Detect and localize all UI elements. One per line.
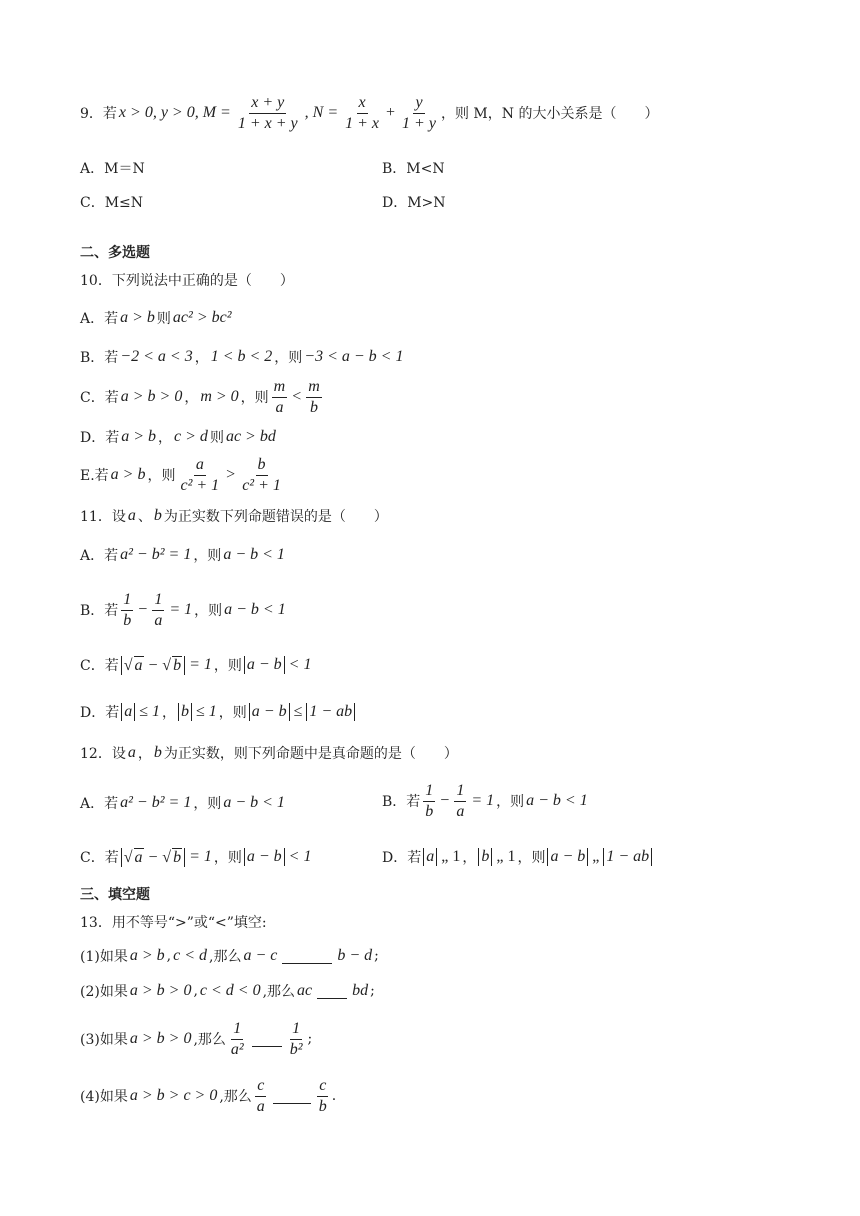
q12-stem: 12．设 a ， b 为正实数，则下列命题中是真命题的是（ ） (80, 744, 458, 762)
q12-option-c: C．若 √ a − √ b = 1 ，则 a − b < 1 (80, 848, 312, 866)
q12-option-d: D．若 a „ 1 ， b „ 1 ，则 a − b „ 1 − ab (382, 847, 654, 867)
q9-sep: , N = (304, 104, 339, 122)
q11-option-c: C．若 √ a − √ b = 1 ，则 a − b < 1 (80, 656, 312, 674)
q9-plus: + (386, 104, 396, 122)
q9-option-b: B．M<N (382, 161, 445, 177)
q9-tail: ，则 M，N 的大小关系是（ ） (440, 106, 659, 123)
q9-n2-fraction: $\frac{y}{1 + y}$ (402, 94, 436, 132)
q9-m-fraction: $\frac{x + y}{1 + x + y}$ (237, 94, 298, 132)
section-heading-fill-in: 三、填空题 (80, 887, 150, 903)
q9-option-c: C．M≤N (80, 195, 144, 211)
q10-stem: 10．下列说法中正确的是（ ） (80, 273, 294, 289)
q9-number: 9．若 (80, 106, 117, 123)
q12-option-b: B．若 $\frac{1}{b}$ − $\frac{1}{a}$ = 1 ，则 a − b < 1 (382, 782, 588, 820)
q10-option-a: A．若 a > b 则 ac² > bc² (80, 309, 232, 327)
q13-blank-1[interactable] (282, 949, 332, 964)
q9-option-a: A．M＝N (80, 161, 145, 177)
q13-part-4: (4)如果 a > b > c > 0 ,那么 $\frac{c}{a}$ $\frac{c}{b}$ . (80, 1077, 337, 1115)
q9-n1-fraction: $\frac{x}{1 + x}$ (345, 94, 380, 132)
q9-stem (80, 94, 658, 132)
q13-part-2: (2)如果 a > b > 0 , c < d < 0 ,那么 ac bd ; (80, 982, 375, 1000)
q12-option-a: A．若 a² − b² = 1 ，则 a − b < 1 (80, 794, 285, 812)
q13-part-1: (1)如果 a > b , c < d ,那么 a − c b − d ; (80, 947, 379, 965)
q13-blank-2[interactable] (317, 984, 347, 999)
q11-option-a: A．若 a² − b² = 1 ，则 a − b < 1 (80, 546, 285, 564)
q9-option-d: D．M>N (382, 195, 446, 211)
q10-option-d: D．若 a > b ， c > d 则 ac > bd (80, 428, 276, 446)
q9-condition: x > 0, y > 0, M = (118, 104, 231, 122)
q11-option-b: B．若 $\frac{1}{b}$ − $\frac{1}{a}$ = 1 ，则 a − b < 1 (80, 591, 286, 629)
q13-part-3: (3)如果 a > b > 0 ,那么 $\frac{1}{\text{a²}}$ $\frac{1}{\text{b²}}$ ; (80, 1020, 313, 1058)
q10-option-e: E.若 a > b ，则 $\frac{a}{\text{c² + 1}}$ > $\frac{b}{\text{c² + 1}}$ (80, 456, 281, 494)
q13-blank-3[interactable] (252, 1032, 282, 1047)
q11-option-d: D．若 a ≤ 1 ， b ≤ 1 ，则 a − b ≤ 1 − ab (80, 702, 357, 722)
q13-stem: 13．用不等号“>”或“<”填空: (80, 915, 267, 931)
q10-option-c: C．若 a > b > 0 ， m > 0 ，则 $\frac{m}{a}$ < $\frac{m}{b}$ (80, 378, 320, 416)
q11-stem: 11．设 a 、 b 为正实数下列命题错误的是（ ） (80, 507, 388, 525)
q10-option-b: B．若 −2 < a < 3 ， 1 < b < 2 ，则 −3 < a − b < 1 (80, 348, 404, 366)
q13-blank-4[interactable] (273, 1089, 311, 1104)
section-heading-multiple-choice: 二、多选题 (80, 245, 150, 261)
